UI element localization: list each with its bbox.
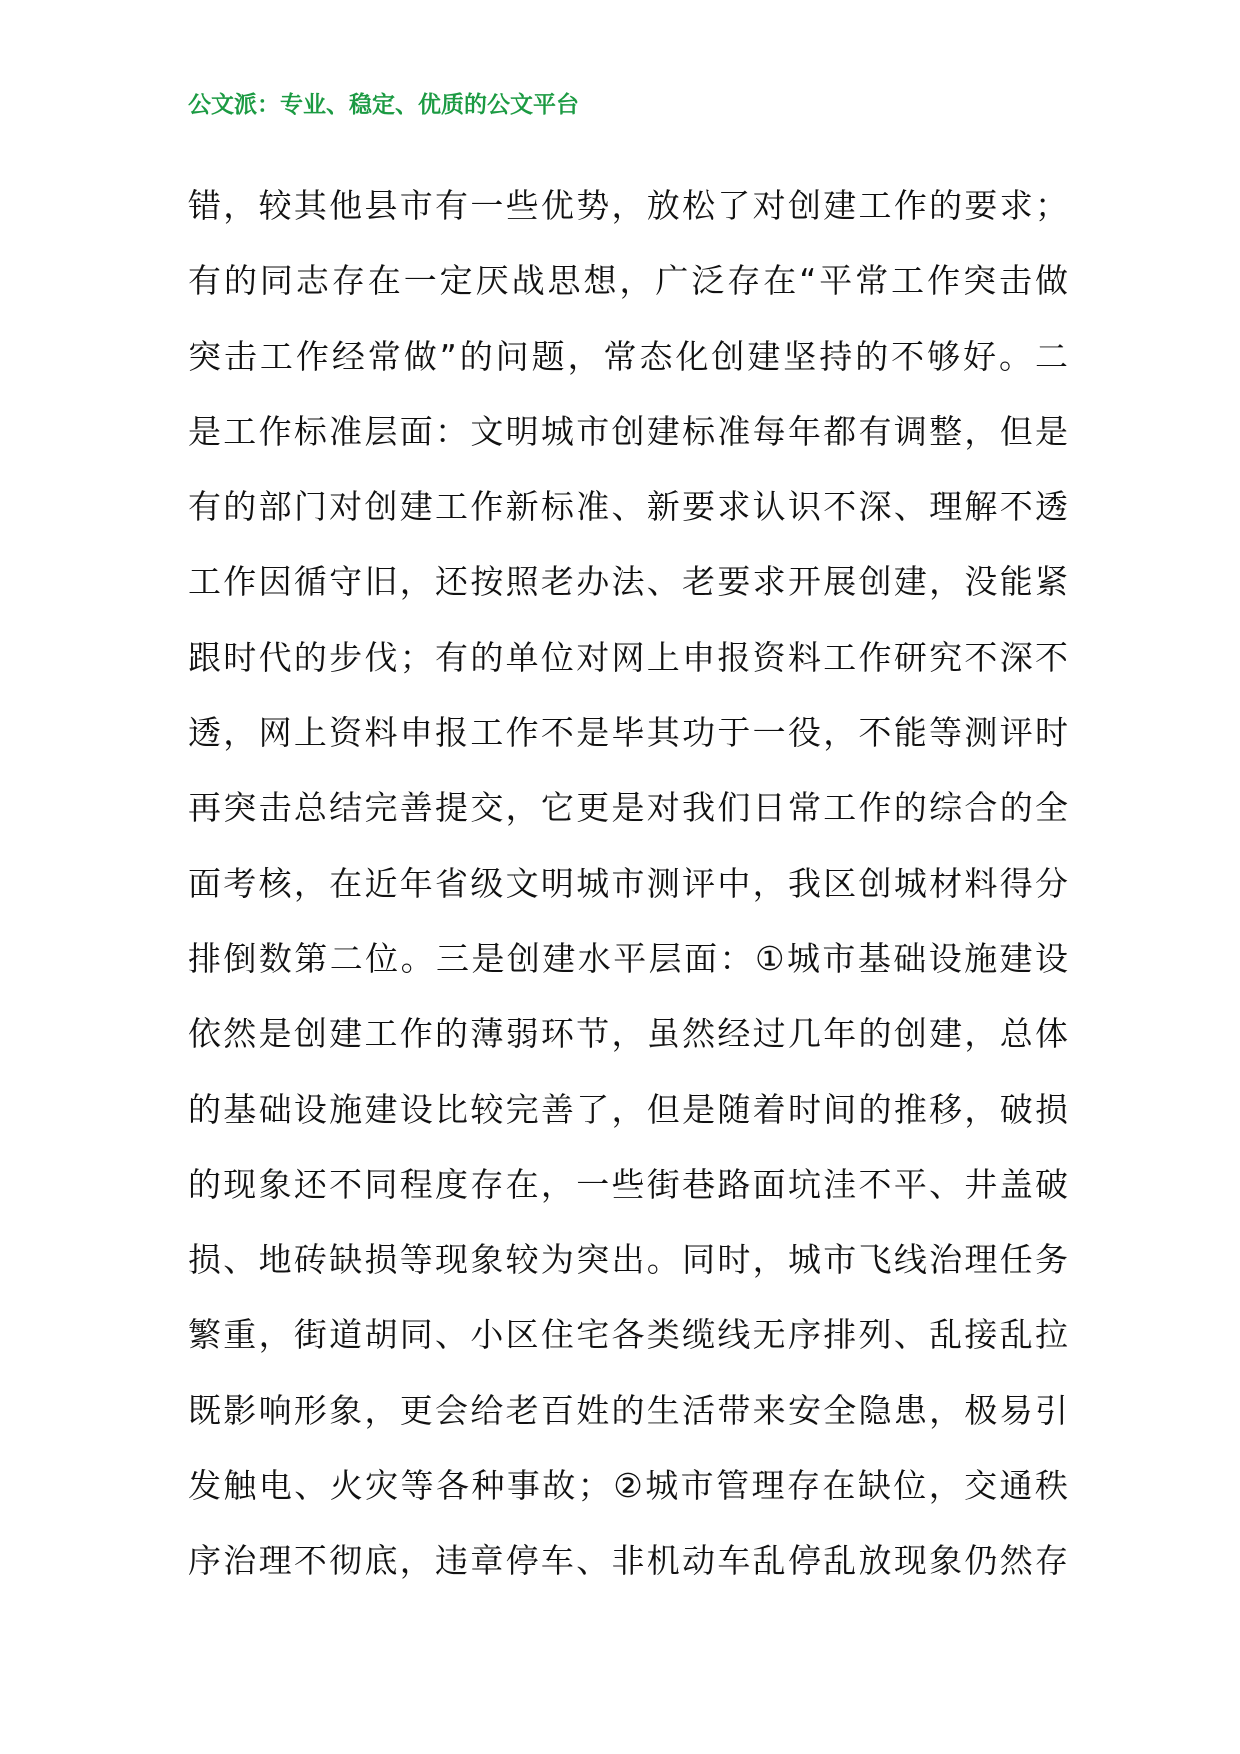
text-line: 的现象还不同程度存在，一些街巷路面坑洼不平、井盖破: [188, 1164, 1068, 1204]
body-text: [188, 168, 1068, 1599]
text-line: 跟时代的步伐；有的单位对网上申报资料工作研究不深不: [188, 637, 1068, 677]
text-line: 透，网上资料申报工作不是毕其功于一役，不能等测评时: [188, 713, 1068, 753]
text-line: 依然是创建工作的薄弱环节，虽然经过几年的创建，总体: [188, 1014, 1068, 1054]
page-header: 公文派：专业、稳定、优质的公文平台: [188, 92, 579, 118]
text-line: 有的部门对创建工作新标准、新要求认识不深、理解不透: [188, 487, 1068, 527]
text-line: 错，较其他县市有一些优势，放松了对创建工作的要求；: [188, 186, 1068, 225]
text-line: 既影响形象，更会给老百姓的生活带来安全隐患，极易引: [188, 1390, 1068, 1430]
text-line: 有的同志存在一定厌战思想，广泛存在“平常工作突击做: [188, 261, 1068, 301]
text-line: 再突击总结完善提交，它更是对我们日常工作的综合的全: [188, 788, 1068, 828]
text-line: 工作因循守旧，还按照老办法、老要求开展创建，没能紧: [188, 562, 1068, 602]
text-line: 的基础设施建设比较完善了，但是随着时间的推移，破损: [188, 1089, 1068, 1129]
text-line: 面考核，在近年省级文明城市测评中，我区创城材料得分: [188, 863, 1068, 903]
text-line: 序治理不彻底，违章停车、非机动车乱停乱放现象仍然存: [188, 1541, 1068, 1581]
text-line: 损、地砖缺损等现象较为突出。同时，城市飞线治理任务: [188, 1240, 1068, 1280]
text-line: 排倒数第二位。三是创建水平层面：①城市基础设施建设: [188, 938, 1068, 978]
text-line: 发触电、火灾等各种事故；②城市管理存在缺位，交通秩: [188, 1466, 1068, 1506]
text-line: 繁重，街道胡同、小区住宅各类缆线无序排列、乱接乱拉: [188, 1315, 1068, 1355]
text-line: 突击工作经常做”的问题，常态化创建坚持的不够好。二: [188, 336, 1068, 376]
text-line: 是工作标准层面：文明城市创建标准每年都有调整，但是: [188, 411, 1068, 451]
